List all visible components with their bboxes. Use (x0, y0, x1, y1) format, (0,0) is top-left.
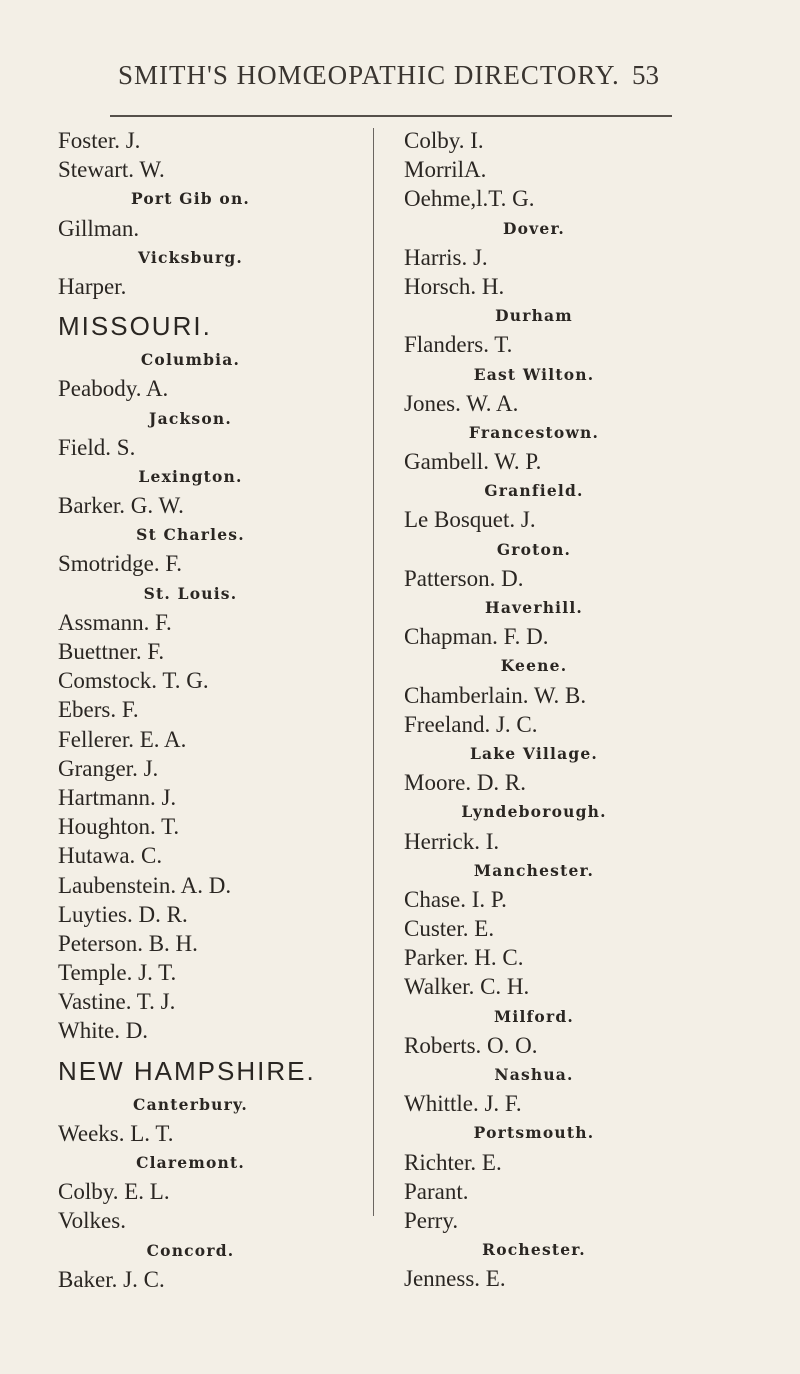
directory-entry: Custer. E. (404, 916, 495, 942)
directory-entry: Ebers. F. (58, 697, 139, 723)
city-heading: Durham (495, 306, 573, 326)
city-heading: Columbia. (140, 350, 241, 370)
directory-entry: Vastine. T. J. (58, 989, 176, 1015)
page-title: SMITH'S HOMŒOPATHIC DIRECTORY. (118, 60, 620, 90)
directory-entry: Flanders. T. (404, 332, 513, 358)
column-divider (373, 128, 374, 1216)
city-heading: Groton. (496, 539, 572, 559)
city-heading: Manchester. (473, 860, 595, 880)
directory-entry: Luyties. D. R. (58, 901, 188, 927)
directory-entry: Parker. H. C. (404, 945, 524, 971)
directory-entry: Peabody. A. (58, 376, 169, 402)
city-heading: Granfield. (484, 481, 584, 501)
directory-entry: Perry. (404, 1207, 459, 1233)
directory-entry: Gambell. W. P. (404, 449, 542, 475)
directory-entry: Walker. C. H. (404, 974, 530, 1000)
directory-entry: Hutawa. C. (58, 843, 163, 869)
directory-entry: Laubenstein. A. D. (58, 872, 232, 898)
directory-entry: Stewart. W. (58, 157, 165, 183)
directory-entry: Chase. I. P. (404, 886, 507, 912)
directory-entry: Weeks. L. T. (58, 1120, 174, 1146)
directory-entry: Barker. G. W. (58, 493, 184, 519)
directory-entry: Baker. J. C. (58, 1266, 165, 1292)
state-heading: NEW HAMPSHIRE. (58, 1055, 316, 1086)
directory-entry: Hartmann. J. (58, 784, 177, 810)
directory-entry: Patterson. D. (404, 565, 524, 591)
right-column (404, 126, 684, 1294)
directory-entry: Oehme,l.T. G. (404, 186, 535, 212)
directory-entry: Chamberlain. W. B. (404, 682, 587, 708)
city-heading: Keene. (500, 656, 568, 676)
directory-entry: Chapman. F. D. (404, 624, 549, 650)
directory-entry: MorrilA. (404, 157, 487, 183)
directory-entry: Herrick. I. (404, 828, 500, 854)
directory-entry: Moore. D. R. (404, 770, 527, 796)
directory-entry: Richter. E. (404, 1149, 502, 1175)
directory-entry: Comstock. T. G. (58, 668, 209, 694)
city-heading: Nashua. (494, 1065, 574, 1084)
directory-entry: Le Bosquet. J. (404, 507, 536, 533)
city-heading: Concord. (146, 1240, 235, 1260)
city-heading: Francestown. (468, 422, 600, 442)
directory-entry: Houghton. T. (58, 814, 180, 840)
city-heading: Lexington. (138, 466, 243, 486)
directory-entry: Colby. E. L. (58, 1179, 170, 1205)
directory-entry: Parant. (404, 1178, 469, 1204)
state-heading: MISSOURI. (58, 311, 212, 342)
city-heading: East Wilton. (473, 364, 595, 384)
directory-entry: Harris. J. (404, 244, 488, 270)
directory-entry: Peterson. B. H. (58, 930, 198, 956)
directory-entry: Volkes. (58, 1208, 126, 1234)
city-heading: St Charles. (136, 525, 245, 545)
city-heading: Claremont. (136, 1153, 245, 1172)
directory-entry: Roberts. O. O. (404, 1032, 538, 1058)
page-header (0, 60, 800, 100)
directory-entry: Harper. (58, 273, 127, 299)
city-heading: Haverhill. (484, 598, 584, 617)
header-rule (110, 115, 672, 117)
directory-entry: Foster. J. (58, 128, 141, 153)
directory-entry: Whittle. J. F. (404, 1091, 522, 1117)
directory-entry: Temple. J. T. (58, 960, 177, 986)
city-heading: Milford. (494, 1006, 574, 1026)
directory-entry: Smotridge. F. (58, 551, 183, 577)
directory-entry: Fellerer. E. A. (58, 726, 187, 752)
city-heading: Dover. (503, 218, 565, 238)
city-heading: Port Gib on. (130, 189, 251, 209)
city-heading: Jackson. (149, 408, 232, 428)
directory-entry: Assmann. F. (58, 609, 172, 635)
directory-entry: Colby. I. (404, 128, 484, 153)
city-heading: St. Louis. (143, 583, 238, 603)
city-heading: Portsmouth. (473, 1123, 595, 1143)
directory-entry: White. D. (58, 1018, 149, 1044)
directory-entry: Jenness. E. (404, 1266, 506, 1292)
directory-entry: Field. S. (58, 434, 136, 460)
left-column (58, 126, 363, 1294)
directory-entry: Horsch. H. (404, 273, 505, 299)
city-heading: Rochester. (482, 1240, 586, 1260)
city-heading: Lake Village. (469, 743, 599, 763)
directory-entry: Gillman. (58, 215, 140, 241)
page-number: 53 (632, 60, 659, 90)
city-heading: Lyndeborough. (461, 802, 607, 822)
directory-entry: Granger. J. (58, 755, 159, 781)
directory-entry: Jones. W. A. (404, 390, 519, 416)
directory-entry: Buettner. F. (58, 639, 165, 664)
city-heading: Vicksburg. (137, 247, 244, 267)
directory-entry: Freeland. J. C. (404, 711, 538, 737)
city-heading: Canterbury. (133, 1094, 248, 1114)
